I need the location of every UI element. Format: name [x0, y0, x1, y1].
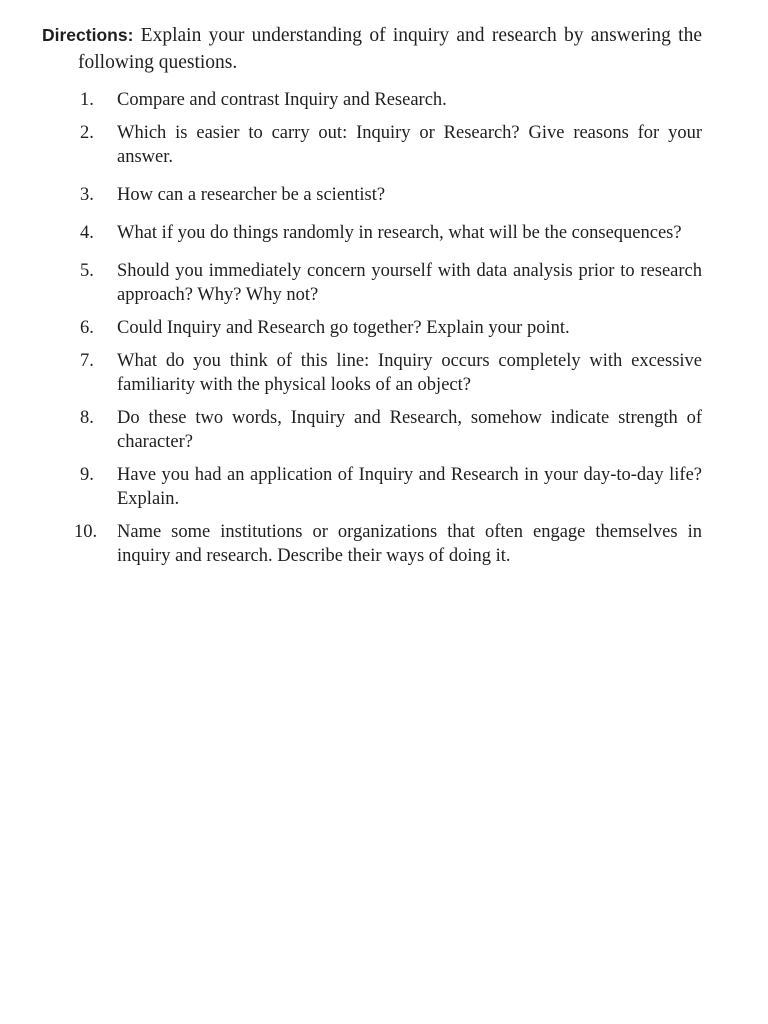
question-number: 10. [74, 522, 98, 542]
question-list [74, 88, 702, 577]
question-8 [74, 406, 702, 454]
question-text: Have you had an application of Inquiry and Research in your day-to-day life? Explain. [117, 465, 702, 509]
question-number: 1. [80, 90, 94, 110]
question-5 [74, 259, 702, 307]
question-6 [74, 316, 702, 340]
question-4 [74, 221, 702, 245]
question-text: Do these two words, Inquiry and Research, somehow indicate strength of character? [117, 408, 702, 452]
directions-paragraph [42, 22, 702, 76]
question-number: 6. [80, 318, 94, 338]
question-number: 2. [80, 123, 94, 143]
question-text: How can a researcher be a scientist? [117, 185, 386, 205]
question-text: Name some institutions or organizations that often engage themselves in inquiry and research. Describe their ways of doing it. [117, 522, 702, 566]
question-text: What do you think of this line: Inquiry occurs completely with excessive familiarity with the physical looks of an object? [117, 351, 702, 395]
directions-text: Explain your understanding of inquiry and research by answering the following questions. [78, 25, 703, 73]
question-number: 4. [80, 223, 94, 243]
question-number: 8. [80, 408, 94, 428]
question-2 [74, 121, 702, 169]
question-text: Could Inquiry and Research go together? Explain your point. [117, 318, 570, 338]
question-7 [74, 349, 702, 397]
question-text: Which is easier to carry out: Inquiry or Research? Give reasons for your answer. [117, 123, 702, 167]
question-3 [74, 183, 702, 207]
question-9 [74, 463, 702, 511]
question-number: 7. [80, 351, 94, 371]
question-1 [74, 88, 702, 112]
directions-label: Directions: [42, 25, 134, 45]
question-text: Should you immediately concern yourself with data analysis prior to research approach? Why? Why not? [117, 261, 702, 305]
question-number: 9. [80, 465, 94, 485]
question-text: Compare and contrast Inquiry and Research. [117, 90, 447, 110]
question-text: What if you do things randomly in research, what will be the consequences? [117, 223, 682, 243]
question-number: 5. [80, 261, 94, 281]
question-10 [74, 520, 702, 568]
question-number: 3. [80, 185, 94, 205]
